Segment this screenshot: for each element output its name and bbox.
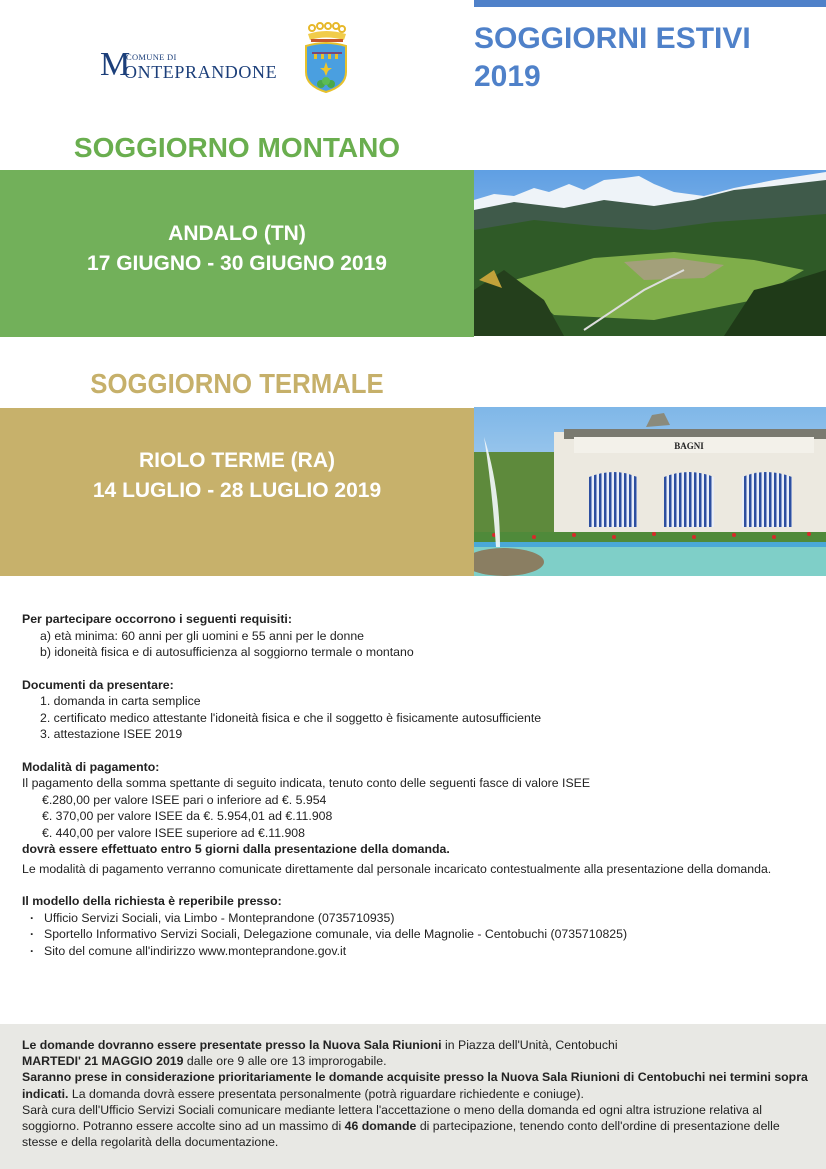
montano-section-title: SOGGIORNO MONTANO <box>73 132 401 163</box>
comune-logo <box>100 22 360 97</box>
pagamento-fascia: €. 370,00 per valore ISEE da €. 5.954,01 ad €.11.908 <box>42 809 333 823</box>
andalo-mountain-photo <box>474 170 826 336</box>
info-content <box>22 611 812 959</box>
footer-text <box>22 1037 812 1150</box>
footer-location-rest: in Piazza dell'Unità, Centobuchi <box>441 1038 618 1052</box>
pagamento-heading: Modalità di pagamento: <box>22 759 160 774</box>
modello-item: · Ufficio Servizi Sociali, via Limbo - Monteprandone (0735710935) <box>22 910 812 927</box>
riolo-terme-photo <box>474 407 826 576</box>
modello-item: · Sito del comune all'indirizzo www.monteprandone.gov.it <box>22 943 812 960</box>
logo-big-text: ONTEPRANDONE <box>124 62 278 82</box>
footer-date-rest: dalle ore 9 alle ore 13 improrogabile. <box>183 1054 387 1069</box>
footer-line-acceptance <box>22 1102 812 1151</box>
pagamento-intro: Il pagamento della somma spettante di seguito indicata, tenuto conto delle seguenti fasce di valore ISEE <box>22 776 591 790</box>
logo-small-text: COMUNE DI <box>126 52 177 62</box>
montano-band <box>0 170 474 337</box>
modello-heading: Il modello della richiesta è reperibile presso: <box>22 894 282 908</box>
termale-dates: 14 LUGLIO - 28 LUGLIO 2019 <box>92 479 382 502</box>
footer-location-bold: Le domande dovranno essere presentate presso la Nuova Sala Riunioni <box>22 1038 442 1052</box>
page-title-line1: SOGGIORNI ESTIVI <box>474 22 751 55</box>
photo-sign: BAGNI <box>674 441 704 451</box>
logo-initial: M <box>100 46 131 83</box>
requisiti-item: a) età minima: 60 anni per gli uomini e 55 anni per le donne <box>40 628 365 643</box>
pagamento-fascia: €. 440,00 per valore ISEE superiore ad €.11.908 <box>42 825 305 840</box>
documenti-item: 1. domanda in carta semplice <box>40 694 201 708</box>
pagamento-deadline: dovrà essere effettuato entro 5 giorni dalla presentazione della domanda. <box>22 842 450 856</box>
footer-line-location <box>22 1037 812 1053</box>
requisiti-heading: Per partecipare occorrono i seguenti requisiti: <box>22 612 292 626</box>
footer-line-priority <box>22 1069 812 1101</box>
footer-acceptance-end: di partecipazione, tenendo conto dell'ordine di presentazione delle stesse e della regolarità della documentazione. <box>22 1119 780 1150</box>
footer-priority-rest: La domanda dovrà essere presentata personalmente (potrà riguardare richiedente e coniuge). <box>68 1086 584 1101</box>
pagamento-fascia: €.280,00 per valore ISEE pari o inferiore ad €. 5.954 <box>42 792 327 807</box>
pagamento-note: Le modalità di pagamento verranno comunicate direttamente dal personale incaricato contestualmente alla presentazione della domanda. <box>22 861 772 876</box>
documenti-item: 3. attestazione ISEE 2019 <box>40 727 183 741</box>
montano-dates: 17 GIUGNO - 30 GIUGNO 2019 <box>87 252 387 275</box>
requisiti-item: b) idoneità fisica e di autosufficienza al soggiorno termale o montano <box>40 645 414 659</box>
montano-location: ANDALO (TN) <box>168 222 306 245</box>
page-title <box>474 20 814 96</box>
termale-section-title: SOGGIORNO TERMALE <box>90 368 384 399</box>
footer-line-date <box>22 1053 812 1069</box>
footer-notice-box <box>0 1024 826 1169</box>
footer-priority-bold: Saranno prese in considerazione prioritariamente le domande acquisite presso la Nuova Sala Riunioni di Centobuchi nei termini sopra indicati. <box>22 1070 808 1101</box>
footer-max-count: 46 domande <box>344 1119 417 1134</box>
termale-location: RIOLO TERME (RA) <box>139 449 335 472</box>
coat-of-arms-icon <box>302 22 350 94</box>
page-title-line2: 2019 <box>474 60 541 93</box>
top-accent-bar <box>474 0 826 7</box>
documenti-heading: Documenti da presentare: <box>22 677 174 692</box>
termale-band <box>0 408 474 576</box>
footer-date-bold: MARTEDI' 21 MAGGIO 2019 <box>22 1054 184 1069</box>
footer-acceptance-start: Sarà cura dell'Ufficio Servizi Sociali comunicare mediante lettera l'accettazione o meno della domanda ed ogni altra istruzione relativa al soggiorno. Potranno essere accolte sino ad un massimo di <box>22 1102 762 1134</box>
modello-item: · Sportello Informativo Servizi Sociali, Delegazione comunale, via delle Magnolie - Centobuchi (0735710825) <box>22 926 812 943</box>
documenti-item: 2. certificato medico attestante l'idoneità fisica e che il soggetto è fisicamente autosufficiente <box>40 710 542 725</box>
